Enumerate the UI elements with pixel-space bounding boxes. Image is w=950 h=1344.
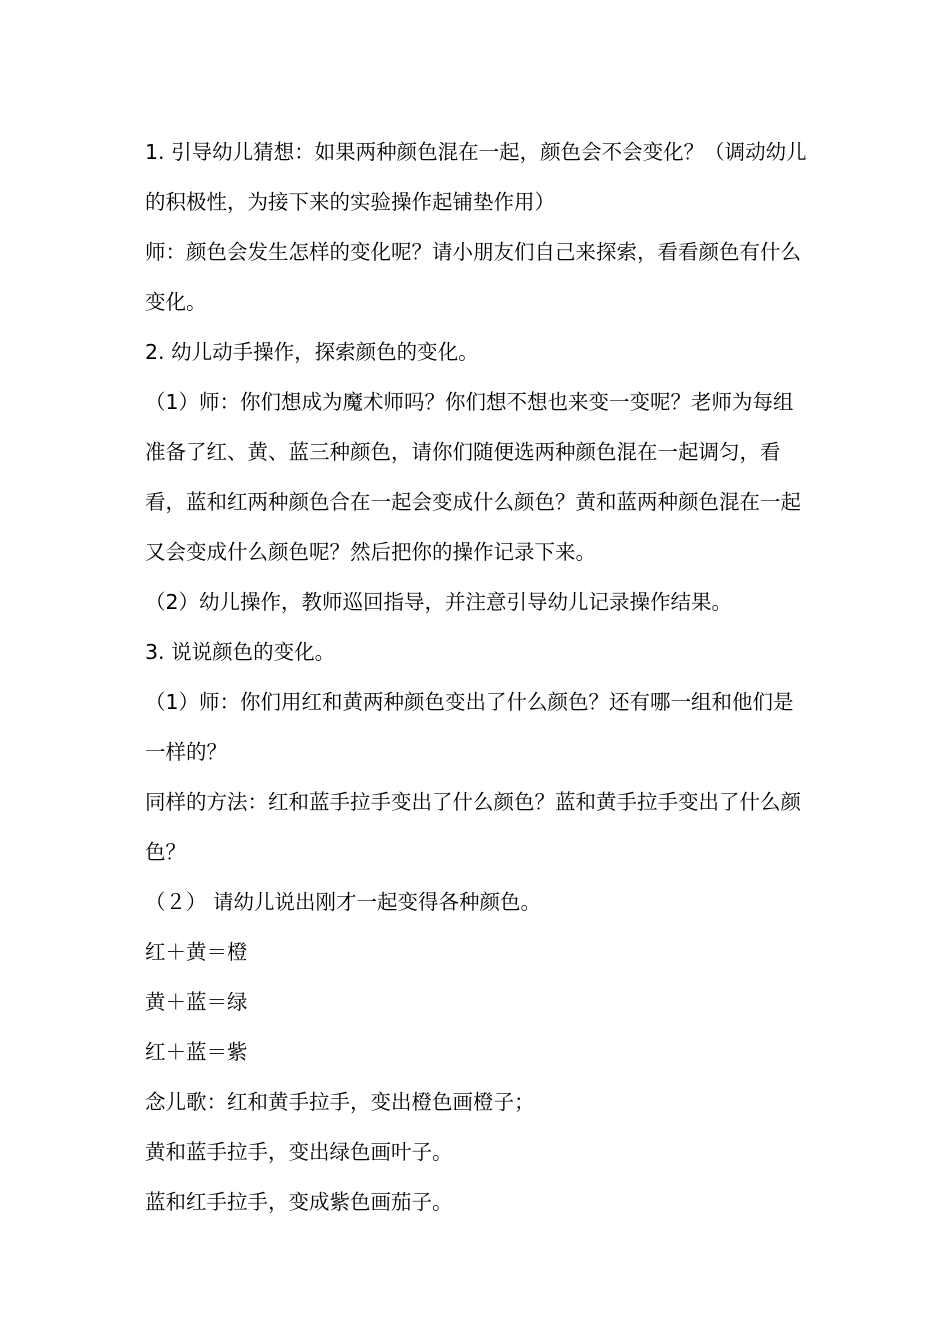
paragraph-same-method: 同样的方法：红和蓝手拉手变出了什么颜色？蓝和黄手拉手变出了什么颜色？ bbox=[145, 790, 801, 864]
document-body bbox=[145, 127, 810, 1227]
rhyme-line-1: 念儿歌：红和黄手拉手，变出橙色画橙子； bbox=[145, 1090, 535, 1114]
formula-red-yellow-orange: 红＋黄＝橙 bbox=[145, 940, 248, 964]
paragraph-teacher-question: 师：颜色会发生怎样的变化呢？请小朋友们自己来探索，看看颜色有什么变化。 bbox=[145, 240, 801, 314]
rhyme-line-2: 黄和蓝手拉手，变出绿色画叶子。 bbox=[145, 1140, 453, 1164]
paragraph-step-3-1-red-yellow: （1）师：你们用红和黄两种颜色变出了什么颜色？还有哪一组和他们是一样的？ bbox=[145, 690, 794, 764]
paragraph-step-2-operate: 2. 幼儿动手操作，探索颜色的变化。 bbox=[145, 340, 479, 364]
paragraph-step-2-2-record: （2）幼儿操作，教师巡回指导，并注意引导幼儿记录操作结果。 bbox=[145, 590, 733, 614]
paragraph-step-3-talk: 3. 说说颜色的变化。 bbox=[145, 640, 336, 664]
formula-yellow-blue-green: 黄＋蓝＝绿 bbox=[145, 990, 248, 1014]
rhyme-line-3: 蓝和红手拉手，变成紫色画茄子。 bbox=[145, 1190, 453, 1214]
paragraph-step-1-guess: 1. 引导幼儿猜想：如果两种颜色混在一起，颜色会不会变化？（调动幼儿的积极性，为接下来的实验操作起铺垫作用） bbox=[145, 140, 807, 214]
paragraph-step-3-2-recall: （２） 请幼儿说出刚才一起变得各种颜色。 bbox=[145, 890, 542, 914]
formula-red-blue-purple: 红＋蓝＝紫 bbox=[145, 1040, 248, 1064]
paragraph-step-2-1-magician: （1）师：你们想成为魔术师吗？你们想不想也来变一变呢？老师为每组准备了红、黄、蓝三种颜色，请你们随便选两种颜色混在一起调匀，看看，蓝和红两种颜色合在一起会变成什么颜色？黄和蓝两种颜色混在一起又会变成什么颜色呢？然后把你的操作记录下来。 bbox=[145, 390, 801, 564]
